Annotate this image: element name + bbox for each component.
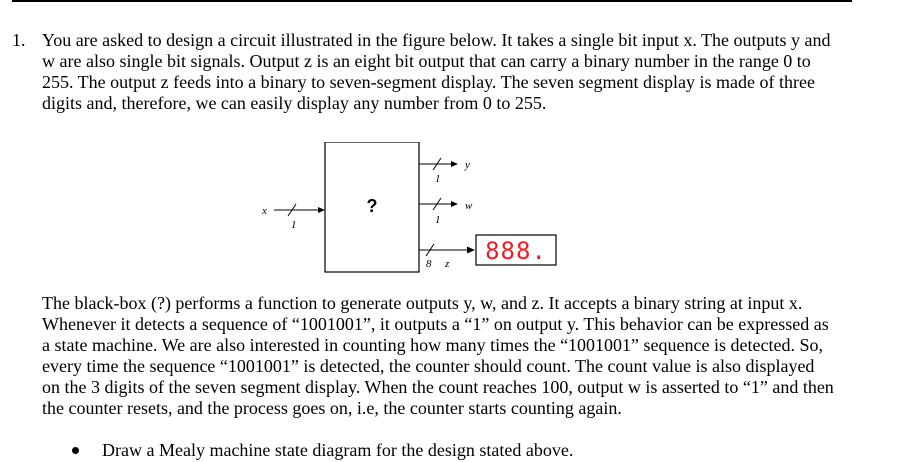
body-line: on the 3 digits of the seven segment display. When the count reaches 100, output w is asserted to “1” and then [42, 377, 834, 397]
body-line: Whenever it detects a sequence of “1001001”, it outputs a “1” on output y. This behavior can be expressed as [42, 314, 829, 334]
output-w-label: w [465, 200, 473, 212]
output-y-arrow [451, 161, 458, 167]
body-line: the counter resets, and the process goes on, i.e, the counter starts counting again. [42, 398, 622, 418]
seven-segment-display: 888. [485, 237, 547, 265]
body-line: a state machine. We are also interested in counting how many times the “1001001” sequence is detected. So, [42, 335, 823, 355]
black-box-label: ? [366, 196, 378, 216]
question-intro [42, 30, 852, 114]
top-rule [12, 0, 852, 2]
question-number: 1. [12, 30, 26, 50]
circuit-figure [250, 142, 580, 277]
output-w-arrow [451, 201, 458, 207]
intro-line: You are asked to design a circuit illustrated in the figure below. It takes a single bit input x. The outputs y and [42, 30, 831, 50]
bullet-item: Draw a Mealy machine state diagram for the design stated above. [102, 440, 574, 460]
body-line: The black-box (?) performs a function to generate outputs y, w, and z. It accepts a binary string at input x. [42, 293, 803, 313]
question-body [42, 293, 852, 419]
output-z-width: 8 [426, 258, 432, 270]
input-x-arrow [318, 207, 325, 213]
output-z-arrow [467, 247, 475, 254]
input-x-label: x [262, 205, 267, 217]
output-z-label: z [445, 258, 450, 270]
intro-line: w are also single bit signals. Output z is an eight bit output that can carry a binary number in the range 0 to [42, 51, 811, 71]
output-w-width: 1 [435, 214, 441, 226]
body-line: every time the sequence “1001001” is detected, the counter should count. The count value is also displayed [42, 356, 815, 376]
output-y-width: 1 [435, 173, 441, 185]
bullet-icon [72, 447, 79, 454]
input-x-width: 1 [291, 219, 297, 231]
output-y-label: y [465, 159, 470, 171]
intro-line: digits and, therefore, we can easily display any number from 0 to 255. [42, 93, 547, 113]
intro-line: 255. The output z feeds into a binary to seven-segment display. The seven segment display is made of three [42, 72, 815, 92]
